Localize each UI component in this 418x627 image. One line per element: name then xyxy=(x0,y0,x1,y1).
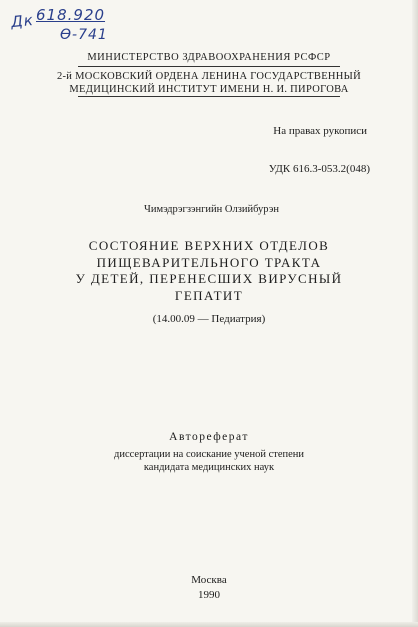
publication-year: 1990 xyxy=(198,589,220,601)
title-line: СОСТОЯНИЕ ВЕРХНИХ ОТДЕЛОВ xyxy=(88,238,330,253)
institute-line: МЕДИЦИНСКИЙ ИНСТИТУТ ИМЕНИ Н. И. ПИРОГОВА xyxy=(69,84,349,95)
header-divider-bottom xyxy=(78,96,340,97)
title-line: У ДЕТЕЙ, ПЕРЕНЕСШИХ ВИРУСНЫЙ xyxy=(75,271,343,286)
page-bottom-shadow xyxy=(0,622,418,627)
rights-notice: На правах рукописи xyxy=(273,125,367,137)
publication-city: Москва xyxy=(191,574,227,586)
institute-name xyxy=(0,70,418,96)
ministry-name: МИНИСТЕРСТВО ЗДРАВООХРАНЕНИЯ РСФСР xyxy=(87,52,331,63)
udk-code: УДК 616.3-053.2(048) xyxy=(268,163,370,175)
abstract-line: диссертации на соискание ученой степени xyxy=(114,449,304,460)
library-stamp-prefix: Дк xyxy=(10,10,35,32)
library-stamp-number: 618.920 xyxy=(36,6,106,24)
header-divider-top xyxy=(78,66,340,67)
specialty-code: (14.00.09 — Педиатрия) xyxy=(152,313,266,325)
author-name: Чимэдрэгзэнгийн Олзийбурэн xyxy=(144,204,279,215)
institute-line: 2-й МОСКОВСКИЙ ОРДЕНА ЛЕНИНА ГОСУДАРСТВЕННЫЙ xyxy=(56,71,362,82)
title-line: ГЕПАТИТ xyxy=(174,287,244,303)
abstract-description xyxy=(0,448,418,474)
library-stamp-catalog: Ө-741 xyxy=(60,27,108,43)
abstract-label: Автореферат xyxy=(169,431,249,443)
abstract-line: кандидата медицинских наук xyxy=(143,462,275,473)
dissertation-title xyxy=(0,238,418,304)
title-line: ПИЩЕВАРИТЕЛЬНОГО ТРАКТА xyxy=(96,254,322,270)
